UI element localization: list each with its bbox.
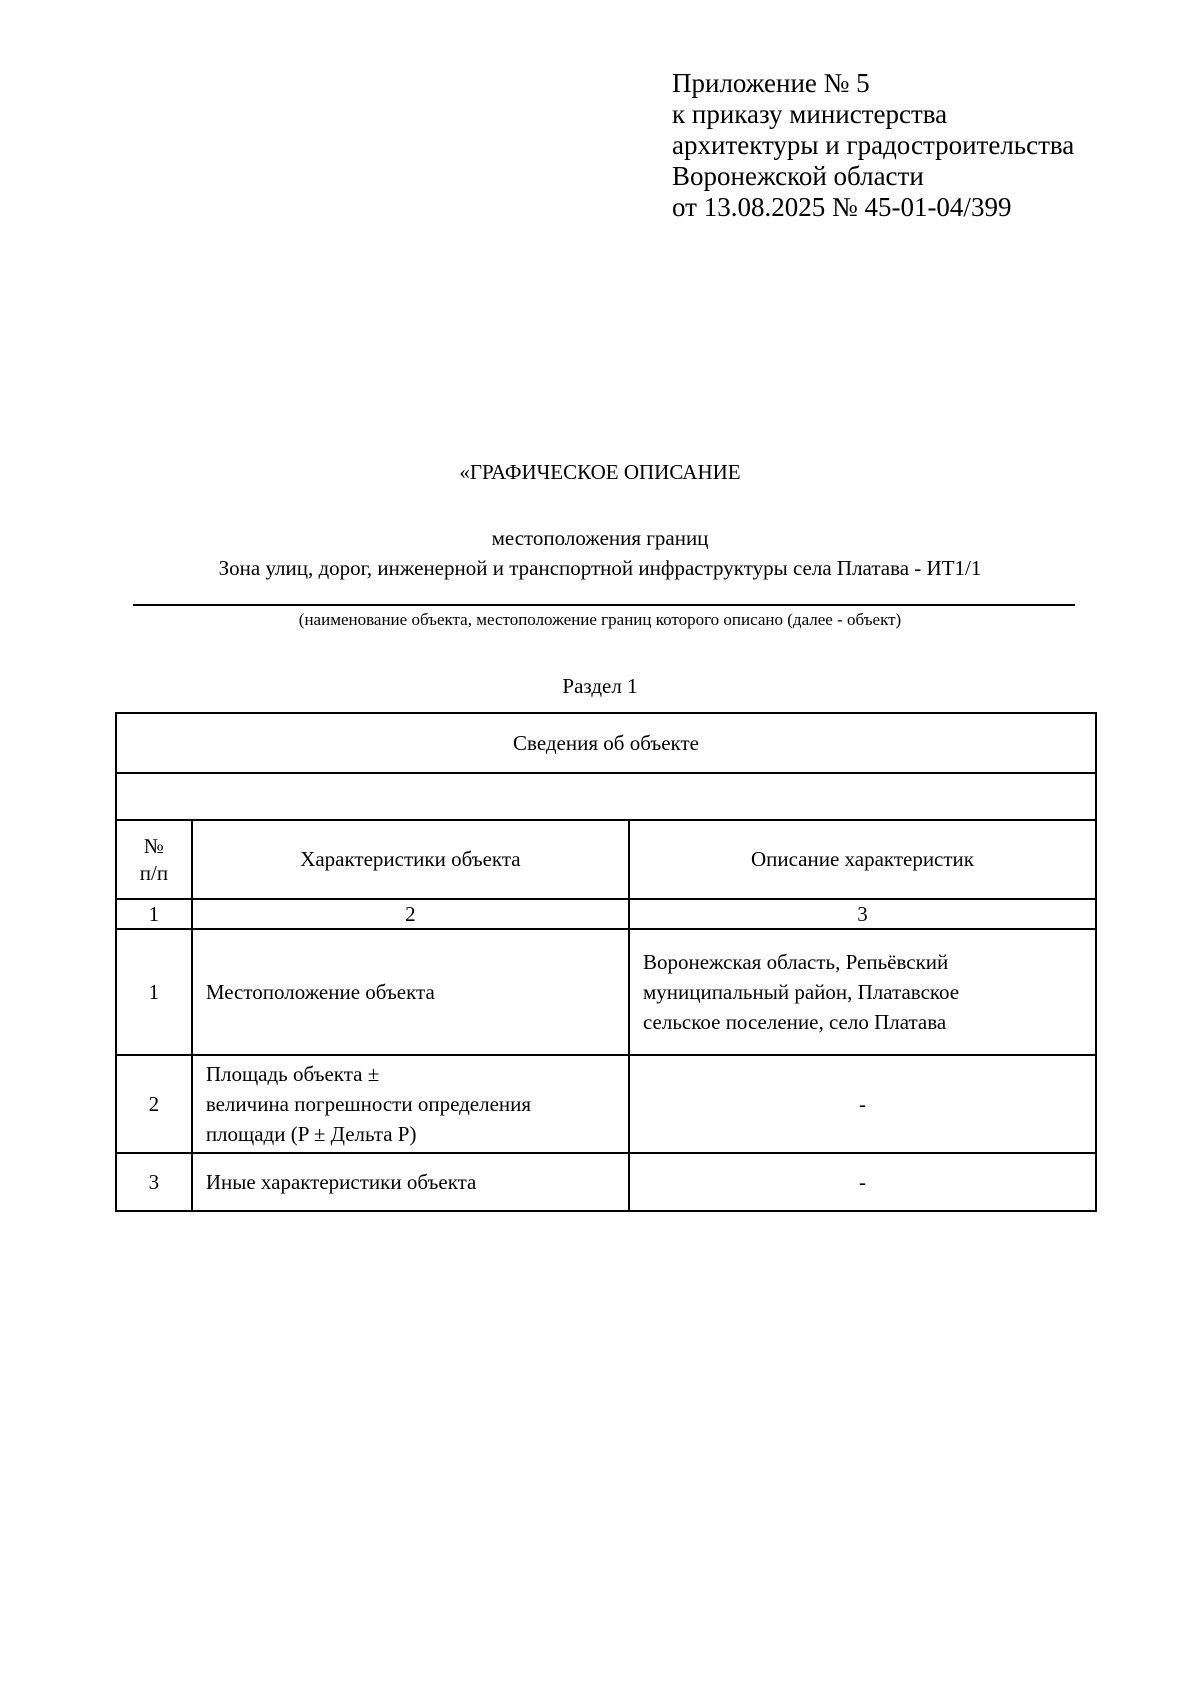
- characteristic-line: Местоположение объекта: [205, 980, 435, 1004]
- appendix-line: к приказу министерства: [672, 99, 948, 129]
- table-caption-row: [116, 713, 1096, 773]
- characteristic-line: площади (P ± Дельта P): [205, 1122, 417, 1146]
- table-row: [116, 929, 1096, 1055]
- subtitle-line: местоположения границ: [491, 526, 709, 550]
- document-title: «ГРАФИЧЕСКОЕ ОПИСАНИЕ: [459, 460, 741, 484]
- description-line: Воронежская область, Репьёвский: [642, 950, 949, 974]
- description-line: муниципальный район, Платавское: [642, 980, 960, 1004]
- divider-rule: [133, 604, 1075, 606]
- appendix-block: [672, 68, 1074, 223]
- row-number: 3: [116, 1153, 192, 1211]
- table-row: [116, 1055, 1096, 1153]
- column-number: 3: [629, 899, 1096, 929]
- characteristic-line: Площадь объекта ±: [205, 1062, 380, 1086]
- object-info-table: [115, 712, 1097, 1212]
- characteristic-line: величина погрешности определения: [205, 1092, 532, 1116]
- appendix-line: Приложение № 5: [672, 68, 870, 98]
- appendix-line: архитектуры и градостроительства: [672, 130, 1075, 160]
- empty-cell: [116, 773, 1096, 820]
- table-header-row: [116, 820, 1096, 899]
- section-label: Раздел 1: [562, 674, 638, 698]
- document-subtitle: [0, 523, 1200, 583]
- row-characteristic: [192, 929, 629, 1055]
- table-empty-row: [116, 773, 1096, 820]
- description-line: сельское поселение, село Платава: [642, 1010, 947, 1034]
- row-description: [629, 929, 1096, 1055]
- column-number-row: [116, 899, 1096, 929]
- row-number: 1: [116, 929, 192, 1055]
- table-caption: Сведения об объекте: [116, 713, 1096, 773]
- description-line: -: [858, 1169, 866, 1194]
- row-characteristic: [192, 1055, 629, 1153]
- characteristic-line: Иные характеристики объекта: [205, 1169, 477, 1194]
- row-description: [629, 1055, 1096, 1153]
- rule-caption: (наименование объекта, местоположение границ которого описано (далее - объект): [298, 610, 902, 629]
- appendix-line: от 13.08.2025 № 45-01-04/399: [672, 192, 1012, 222]
- column-number: 1: [116, 899, 192, 929]
- table-row: [116, 1153, 1096, 1211]
- appendix-line: Воронежской области: [672, 161, 924, 191]
- header-characteristic: Характеристики объекта: [192, 820, 629, 899]
- header-num-symbol: №: [143, 833, 164, 858]
- row-number: 2: [116, 1055, 192, 1153]
- column-number: 2: [192, 899, 629, 929]
- header-description: Описание характеристик: [629, 820, 1096, 899]
- row-characteristic: [192, 1153, 629, 1211]
- header-num: [116, 820, 192, 899]
- header-num-abbr: п/п: [139, 860, 169, 885]
- description-line: -: [858, 1092, 866, 1116]
- object-name: Зона улиц, дорог, инженерной и транспортной инфраструктуры села Платава - ИТ1/1: [218, 556, 982, 580]
- row-description: [629, 1153, 1096, 1211]
